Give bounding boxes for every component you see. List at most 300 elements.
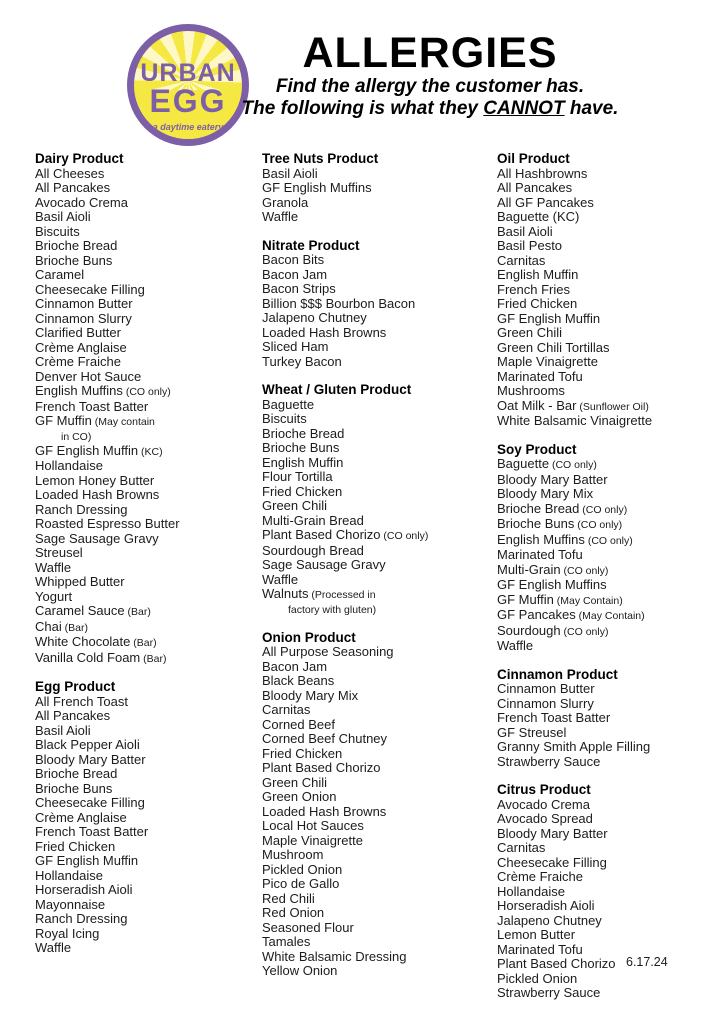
item-text: French Toast Batter [497, 710, 611, 725]
list-item [35, 474, 259, 489]
list-item [262, 412, 494, 427]
list-item [35, 355, 259, 370]
logo-sunburst [134, 31, 242, 139]
list-item [262, 544, 494, 559]
item-text: Bacon Jam [262, 266, 328, 282]
item-text: Sage Sausage Gravy [35, 530, 159, 546]
list-item [262, 863, 494, 878]
list-item [262, 805, 494, 820]
item-note: (May Contain) [553, 594, 623, 607]
item-note: (CO only) [560, 564, 609, 577]
item-text: Loaded Hash Browns [262, 324, 387, 340]
list-item [497, 473, 711, 488]
list-item [262, 892, 494, 907]
list-item [35, 620, 259, 636]
item-text: Pickled Onion [497, 970, 578, 986]
list-item [262, 660, 494, 675]
list-item [262, 326, 494, 341]
list-item [35, 312, 259, 327]
list-item [35, 840, 259, 855]
item-text: Tamales [262, 934, 311, 949]
page-title: ALLERGIES [302, 29, 558, 77]
list-item [35, 883, 259, 898]
item-text: Green Chili [497, 325, 563, 340]
item-note-line2: factory with gluten) [288, 603, 377, 616]
item-text: Loaded Hash Browns [35, 487, 160, 502]
list-item [497, 414, 711, 429]
item-text: Waffle [497, 638, 534, 653]
item-text: Caramel [35, 267, 85, 282]
item-text: Brioche Bread [497, 500, 580, 516]
item-text: Clarified Butter [35, 325, 121, 340]
item-text: Black Beans [262, 673, 335, 688]
item-text: All Pancakes [35, 180, 111, 195]
item-text: Walnuts [262, 586, 309, 601]
list-item [35, 753, 259, 768]
item-text: Cinnamon Butter [35, 296, 133, 311]
list-item [35, 517, 259, 532]
section-heading: Egg Product [35, 679, 116, 694]
item-note: (Sunflower Oil) [576, 400, 649, 413]
list-item [262, 499, 494, 514]
list-item [497, 798, 711, 813]
item-text: Streusel [35, 545, 83, 560]
item-text: Ranch Dressing [35, 911, 128, 926]
list-item [262, 514, 494, 529]
item-text: Multi-Grain [497, 561, 561, 577]
list-item [35, 459, 259, 474]
item-text: Marinated Tofu [497, 547, 583, 562]
item-text: French Toast Batter [35, 824, 149, 839]
list-item [262, 297, 494, 312]
item-text: Yogurt [35, 588, 73, 604]
item-note: (May contain [91, 416, 155, 428]
item-text: Lemon Butter [497, 927, 576, 942]
item-text: White Balsamic Vinaigrette [497, 413, 653, 428]
list-item [35, 297, 259, 312]
list-item [35, 927, 259, 942]
list-item [497, 457, 711, 473]
list-item [262, 528, 494, 544]
item-note-line2: in CO) [61, 430, 92, 443]
item-text: Cheesecake Filling [497, 854, 607, 870]
item-text: English Muffins [35, 383, 123, 398]
list-item [262, 964, 494, 979]
list-item [497, 239, 711, 254]
item-text: Vanilla Cold Foam [35, 649, 141, 665]
list-item [35, 825, 259, 840]
logo-word-urban: URBAN [140, 59, 236, 87]
section-heading: Citrus Product [497, 782, 591, 797]
item-note: (CO only) [579, 503, 628, 516]
list-item [262, 210, 494, 225]
item-text: Bacon Strips [262, 281, 336, 296]
list-item [35, 488, 259, 503]
item-text: Horseradish Aioli [35, 882, 133, 897]
item-text: Bloody Mary Batter [497, 825, 608, 841]
item-text: Maple Vinaigrette [262, 832, 363, 848]
item-text: GF Streusel [497, 724, 567, 740]
list-item [262, 311, 494, 326]
item-note: (CO only) [122, 386, 171, 398]
item-text: GF Pancakes [497, 607, 576, 622]
list-item [35, 575, 259, 590]
list-item [262, 340, 494, 355]
item-text: Brioche Buns [497, 516, 575, 531]
list-item [262, 906, 494, 921]
list-item [35, 341, 259, 356]
list-item [497, 885, 711, 900]
list-item [497, 841, 711, 856]
item-text: Roasted Espresso Butter [35, 516, 180, 531]
item-text: Crème Fraiche [497, 869, 583, 884]
item-text: Brioche Bread [262, 425, 345, 441]
list-item [35, 811, 259, 826]
allergy-section [35, 680, 259, 956]
item-text: Sourdough Bread [262, 542, 364, 558]
section-heading: Onion Product [262, 629, 356, 645]
item-text: Hollandaise [35, 867, 103, 883]
list-item [497, 487, 711, 502]
item-text: Maple Vinaigrette [497, 354, 598, 369]
item-text: Granola [262, 194, 309, 210]
item-text: Baguette [497, 456, 550, 471]
item-text: Cheesecake Filling [35, 795, 145, 810]
list-item [35, 210, 259, 225]
list-item [262, 441, 494, 456]
item-text: Avocado Crema [35, 194, 128, 210]
list-item [262, 167, 494, 182]
item-text: Bloody Mary Batter [35, 751, 146, 767]
list-item [262, 268, 494, 283]
list-item [262, 935, 494, 950]
list-item [35, 254, 259, 269]
list-item [497, 181, 711, 196]
item-text: Mushrooms [497, 383, 565, 398]
item-text: Basil Aioli [262, 165, 318, 181]
list-item [35, 590, 259, 605]
list-item [497, 533, 711, 549]
section-heading: Tree Nuts Product [262, 151, 379, 166]
list-item [262, 253, 494, 268]
item-text: Mushroom [262, 847, 324, 862]
list-item [35, 414, 259, 444]
list-item [35, 898, 259, 913]
item-text: Seasoned Flour [262, 919, 354, 935]
list-item [497, 326, 711, 341]
section-heading: Nitrate Product [262, 237, 360, 253]
item-note: (Bar) [140, 652, 167, 665]
header [240, 30, 620, 120]
allergy-section [262, 383, 494, 617]
list-item [35, 854, 259, 869]
item-text: Yellow Onion [262, 963, 338, 978]
subtitle-line-2 [240, 98, 620, 120]
subtitle-suffix: have. [564, 98, 619, 119]
list-item [35, 695, 259, 710]
list-item [35, 384, 259, 400]
allergy-section [497, 443, 711, 654]
list-item [35, 181, 259, 196]
allergy-section [497, 668, 711, 770]
list-item [497, 957, 711, 972]
allergy-section [35, 152, 259, 666]
list-item [262, 950, 494, 965]
list-item [262, 355, 494, 370]
list-item [35, 546, 259, 561]
list-item [497, 943, 711, 958]
list-item [262, 761, 494, 776]
list-item [35, 941, 259, 956]
list-item [35, 912, 259, 927]
section-heading: Soy Product [497, 441, 577, 457]
item-text: Brioche Buns [35, 252, 113, 268]
item-text: Flour Tortilla [262, 469, 333, 484]
list-item [497, 755, 711, 770]
list-item [35, 724, 259, 739]
item-text: Red Onion [262, 905, 325, 920]
allergy-section [262, 152, 494, 225]
item-note: (CO only) [549, 459, 597, 471]
item-text: GF English Muffins [497, 577, 607, 592]
item-text: Cinnamon Slurry [35, 310, 132, 326]
item-text: Hollandaise [35, 458, 103, 473]
list-item [497, 697, 711, 712]
item-text: Red Chili [262, 890, 315, 906]
item-text: All GF Pancakes [497, 194, 594, 210]
list-item [35, 796, 259, 811]
item-text: GF English Muffin [497, 310, 601, 326]
item-note: (Bar) [130, 637, 157, 649]
subtitle-prefix: The following is what they [241, 98, 484, 119]
item-note: (CO only) [560, 625, 609, 638]
item-text: Basil Aioli [35, 209, 91, 224]
list-item [497, 268, 711, 283]
list-item [35, 561, 259, 576]
item-note: (Bar) [124, 606, 151, 618]
urban-egg-logo [127, 24, 249, 146]
item-text: Ranch Dressing [35, 501, 128, 517]
list-item [35, 532, 259, 547]
item-text: Brioche Buns [262, 440, 340, 455]
item-text: Jalapeno Chutney [262, 310, 367, 325]
item-text: English Muffins [497, 531, 585, 547]
item-text: Crème Fraiche [35, 354, 121, 369]
item-text: Avocado Spread [497, 811, 593, 826]
item-text: Corned Beef [262, 716, 335, 732]
list-item [262, 718, 494, 733]
section-heading: Wheat / Gluten Product [262, 382, 412, 397]
item-text: Caramel Sauce [35, 603, 125, 618]
item-text: GF English Muffin [35, 853, 139, 868]
list-item [262, 645, 494, 660]
list-item [497, 972, 711, 987]
list-item [497, 370, 711, 385]
item-text: Green Chili [262, 774, 328, 790]
item-text: French Fries [497, 281, 570, 297]
list-item [497, 928, 711, 943]
list-item [262, 398, 494, 413]
item-text: All Hashbrowns [497, 165, 588, 181]
item-text: Plant Based Chorizo [262, 527, 381, 542]
item-text: All French Toast [35, 693, 128, 709]
item-text: Waffle [35, 559, 72, 575]
item-text: Corned Beef Chutney [262, 731, 388, 746]
list-item [262, 674, 494, 689]
item-text: Bacon Bits [262, 252, 325, 267]
item-text: Turkey Bacon [262, 353, 342, 369]
list-item [35, 400, 259, 415]
list-item [262, 877, 494, 892]
item-text: Lemon Honey Butter [35, 472, 155, 488]
list-item [35, 239, 259, 254]
item-text: Multi-Grain Bread [262, 512, 364, 528]
item-text: GF English Muffins [262, 180, 372, 195]
revision-date: 6.17.24 [626, 955, 668, 969]
item-text: Biscuits [262, 411, 307, 426]
item-text: Fried Chicken [262, 745, 343, 761]
list-item [497, 355, 711, 370]
item-text: All Cheeses [35, 165, 105, 181]
item-text: Green Chili [262, 498, 328, 513]
list-item [262, 573, 494, 588]
list-item [497, 827, 711, 842]
item-text: Green Chili Tortillas [497, 339, 610, 355]
item-text: French Toast Batter [35, 398, 149, 414]
item-text: Black Pepper Aioli [35, 737, 140, 752]
allergy-section [497, 783, 711, 1001]
list-item [497, 624, 711, 640]
item-text: Basil Aioli [35, 722, 91, 738]
column-3 [497, 152, 711, 1015]
list-item [35, 767, 259, 782]
section-heading: Oil Product [497, 151, 570, 166]
column-1 [35, 152, 259, 970]
list-item [497, 986, 711, 1001]
list-item [497, 682, 711, 697]
list-item [262, 732, 494, 747]
item-text: Royal Icing [35, 925, 100, 941]
item-text: All Purpose Seasoning [262, 644, 394, 659]
item-text: Crème Anglaise [35, 339, 127, 355]
list-item [35, 225, 259, 240]
allergy-section [262, 631, 494, 979]
item-text: Jalapeno Chutney [497, 912, 602, 928]
item-text: Local Hot Sauces [262, 818, 364, 833]
item-text: Brioche Buns [35, 780, 113, 796]
list-item [35, 370, 259, 385]
list-item [35, 196, 259, 211]
list-item [497, 740, 711, 755]
item-text: Strawberry Sauce [497, 985, 601, 1000]
item-note: (Bar) [61, 621, 88, 634]
list-item [262, 747, 494, 762]
item-text: Fried Chicken [35, 838, 116, 854]
item-text: Waffle [35, 940, 72, 955]
list-item [497, 225, 711, 240]
item-text: Denver Hot Sauce [35, 368, 142, 384]
item-text: Baguette [262, 396, 315, 412]
item-text: Basil Aioli [497, 223, 553, 239]
item-text: Oat Milk - Bar [497, 397, 577, 413]
column-2 [262, 152, 494, 993]
subtitle-cannot: CANNOT [483, 98, 565, 119]
item-text: English Muffin [262, 454, 344, 470]
item-text: Fried Chicken [262, 483, 343, 499]
section-heading: Cinnamon Product [497, 666, 618, 682]
item-text: Horseradish Aioli [497, 898, 595, 913]
item-text: Brioche Bread [35, 238, 118, 253]
item-text: Waffle [262, 571, 299, 587]
list-item [497, 384, 711, 399]
item-text: Billion $$$ Bourbon Bacon [262, 295, 416, 311]
list-item [497, 870, 711, 885]
item-text: GF Muffin [497, 591, 554, 607]
list-item [35, 167, 259, 182]
item-note: (CO only) [584, 534, 633, 547]
item-text: Cinnamon Slurry [497, 695, 594, 711]
list-item [262, 196, 494, 211]
item-text: English Muffin [497, 267, 579, 282]
item-note: (CO only) [380, 530, 429, 542]
list-item [497, 517, 711, 533]
list-item [35, 283, 259, 298]
allergy-section [497, 152, 711, 429]
list-item [262, 834, 494, 849]
item-text: Marinated Tofu [497, 941, 583, 957]
item-text: Plant Based Chorizo [262, 760, 381, 775]
item-text: Sage Sausage Gravy [262, 557, 386, 572]
list-item [262, 427, 494, 442]
item-text: Granny Smith Apple Filling [497, 739, 651, 754]
list-item [262, 819, 494, 834]
list-item [497, 726, 711, 741]
item-text: Bloody Mary Batter [497, 471, 608, 487]
list-item [497, 399, 711, 415]
list-item [497, 608, 711, 624]
list-item [35, 503, 259, 518]
list-item [262, 456, 494, 471]
item-text: Sourdough [497, 622, 561, 638]
item-text: Carnitas [497, 252, 546, 268]
list-item [262, 485, 494, 500]
item-text: White Chocolate [35, 634, 131, 649]
list-item [497, 593, 711, 609]
item-text: Avocado Crema [497, 796, 590, 812]
list-item [262, 587, 494, 617]
list-item [497, 341, 711, 356]
list-item [497, 899, 711, 914]
item-note: (May Contain) [575, 610, 645, 622]
item-text: Cinnamon Butter [497, 681, 595, 696]
list-item [497, 812, 711, 827]
item-text: Marinated Tofu [497, 368, 583, 384]
item-text: All Pancakes [35, 708, 111, 723]
list-item [497, 914, 711, 929]
item-note: (Processed in [308, 589, 376, 601]
list-item [497, 312, 711, 327]
list-item [262, 558, 494, 573]
item-text: Pico de Gallo [262, 876, 340, 891]
item-text: Carnitas [497, 840, 546, 855]
item-text: Bloody Mary Mix [497, 486, 594, 501]
list-item [497, 578, 711, 593]
list-item [35, 709, 259, 724]
section-heading: Dairy Product [35, 151, 124, 166]
list-item [35, 738, 259, 753]
list-item [35, 268, 259, 283]
item-text: Bloody Mary Mix [262, 687, 359, 703]
